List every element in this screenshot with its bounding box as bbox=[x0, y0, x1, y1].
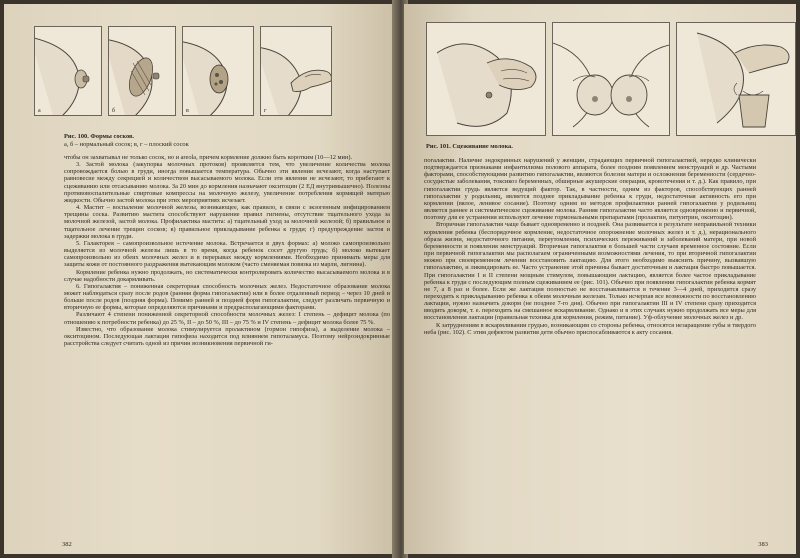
panel-letter-c: в bbox=[186, 108, 189, 114]
paragraph: погалактии. Наличие эндокринных нарушений у женщин, страдающих первичной гипогалактией, нередко клинически подтверждается признаками инфантилизма полового аппарата, более поздним появлением менструаций и др. Частыми факторами, способствующими развитию гипогалактии, являются болезни матери и осложнения беременности (сердечно-сосудистые заболевания, токсикоз беременных, обширные акушерские операции, кровотечения и т. д.). Как правило, при гипогалактии грудь является ведущий фактор. Так, в частности, одним из факторов, способствующих ранней гипогалактии у родильниц, является позднее прикладывание ребенка к груди, недостаточная активность его при кормлении (вялое, ленивое сосание). Поэтому одним из методов профилактики ранней гипогалактии у родильниц является раннее и систематическое сцеживание молока. Ранняя гипогалактия часто является одновременно и первичной, поэтому для ее устранения используют лечение гормональными препаратами (пролактин, питуитрин, окситоцин). bbox=[424, 157, 756, 222]
panel-letter-b: б bbox=[112, 108, 116, 114]
expressing-milk-cup-illustration bbox=[677, 23, 795, 135]
left-page-body bbox=[64, 154, 390, 347]
figure-101-panel-1 bbox=[426, 22, 546, 136]
figure-panel-b bbox=[108, 26, 176, 116]
figure-101-panels bbox=[426, 22, 796, 136]
paragraph: 3. Застой молока (закупорка молочных протоков) проявляется тем, что увеличение количества молока сопровождается болью в груди, иногда повышается температура. Обычно эти явления исчезают, когда наступает равновесие между секрецией и количеством высасываемого молока. Если эти явления не исчезают, то прибегают к сцеживанию или отсасыванию молока. За 20 мин до кормления назначают окситоцин (2 ЕД внутримышечно). Полезны противовоспалительные спиртовые компрессы на молочную железу, увеличение потребления кормящей матерью жидкости. Обычно застой молока при этих мероприятиях исчезает. bbox=[64, 161, 390, 204]
figure-100-panels bbox=[34, 26, 332, 116]
expressing-milk-hand-illustration bbox=[427, 23, 545, 135]
figure-101-panel-2 bbox=[552, 22, 670, 136]
nipple-normal-section-illustration bbox=[109, 27, 175, 115]
left-page bbox=[4, 4, 396, 554]
page-number-left: 382 bbox=[62, 541, 72, 548]
right-page-body bbox=[424, 157, 756, 336]
figure-panel-d bbox=[260, 26, 332, 116]
page-number-right: 383 bbox=[758, 541, 768, 548]
panel-letter-a: а bbox=[38, 108, 41, 114]
paragraph: Известно, что образование молока стимулируется пролактином (гормон гипофиза), а выделение молока – окситоцином. Последующая лактация гипофиза находится под влиянием гипоталамуса. Поэтому нейроэндокринные расстройства следует считать одной из причин возникновения первичной ги- bbox=[64, 325, 390, 348]
figure-100-caption bbox=[64, 133, 384, 148]
paragraph: чтобы он захватывал не только сосок, но и areola, причем кормление должно быть коротким (10—12 мин). bbox=[64, 154, 353, 161]
figure-panel-c bbox=[182, 26, 254, 116]
figure-panel-a bbox=[34, 26, 102, 116]
figure-100-caption-title: Рис. 100. Формы сосков. bbox=[64, 133, 135, 140]
panel-letter-d: г bbox=[264, 108, 267, 114]
figure-101-panel-3 bbox=[676, 22, 796, 136]
figure-100-caption-sub: а, б – нормальный сосок; в, г – плоский сосок bbox=[64, 140, 189, 148]
nipple-flat-hand-illustration bbox=[261, 27, 331, 115]
figure-101-caption bbox=[426, 143, 746, 151]
paragraph: Различают 4 степени пониженной секреторной способности молочных желез: I степень – дефицит молока (по отношению к потребности ребенка) до 25 %, II – до 50 %, III – до 75 % и IV степень – дефицит молока более 75 %. bbox=[64, 311, 390, 326]
paragraph: Кормление ребенка нужно продолжать, но систематически контролировать количество высасываемого молока и в случае надобности докармливать. bbox=[64, 268, 390, 283]
paragraph: Вторичная гипогалактия чаще бывает одновременно и поздней. Она развивается в результате неправильной техники кормления ребенка (беспорядочное кормление, недостаточное опорожнение молочных желез и т. д.), нерационального образа жизни, недостаточного питания, переутомления, психических переживаний и заболеваний матери, при новой беременности и появления менструаций. Вторичная гипогалактия в большей части случаев временное состояние. Если при первичной гипогалактии мы располагаем ограниченными возможностями лечения, то при вторичной гипогалактии можно при своевременном лечении восстановить лактацию. Для этого необходимо выяснить причину, вызвавшую гипогалактию, и ликвидировать ее. Часто устранение этой причины бывает достаточным и лактация быстро повышается. При гипогалактии I и II степени мощным стимулом, повышающим лактацию, является более частое прикладывание ребенка к груди с последующим полным сцеживанием ее (рис. 101). Обычно при появлении гипогалактии ребенка кормят не 7, а 8 раз и более. Если же лактация полностью не восстанавливается в течение 3—4 дней, приходится сразу переходить к прикладыванию ребенка к обеим молочным железам. Только исчерпав все возможности по восстановлению лактации, нужно назначить докорм (не позднее 7-го дня). Обычно при гипогалактии III и IV степени сразу приходится вводить докорм, т. е. переходить на смешанное вскармливание. Однако и в этих случаях нужно продолжать все меры для восстановления лактации (правильная техника для кормления, режим, питание). Уф-облучение молочных желез и др. bbox=[424, 221, 756, 322]
paragraph: 5. Галакторея – самопроизвольное истечение молока. Встречается в двух формах: а) молоко самопроизвольно выделяется из молочной железы лишь в то время, когда ребенок сосет другую грудь; б) молоко вытекает самопроизвольно из обеих молочных желез и в перерывах между кормлениями. Необходимо принимать меры для защиты кожи от постоянного раздражения вытекающим молоком (часто сменяемая повязка из марли, лигнина). bbox=[64, 239, 390, 269]
nipple-flat-illustration bbox=[183, 27, 253, 115]
paragraph: 6. Гипогалактия – пониженная секреторная способность молочных желез. Недостаточное образование молока может наблюдаться сразу после родов (ранняя форма гипогалактии) или в более отдаленный период – через 10 дней и больше после родов (поздняя форма). Помимо ранней и поздней форм гипогалактии, следует различать первичную и вторичную ее формы, которые определяются причинами и предрасполагающими факторами. bbox=[64, 282, 390, 312]
expressing-milk-breasts-illustration bbox=[553, 23, 669, 135]
figure-101-caption-title: Рис. 101. Сцеживание молока. bbox=[426, 143, 513, 150]
paragraph: К затруднениям в вскармливании грудью, возникающим со стороны ребенка, относятся незаращение губы и твердого неба (рис. 102). С этим дефектом развития дети обычно приспосабливаются к акту сосания. bbox=[424, 321, 756, 336]
right-page bbox=[404, 4, 796, 554]
nipple-normal-illustration bbox=[35, 27, 101, 115]
paragraph: 4. Мастит – воспаление молочной железы, возникающее, как правило, в связи с экзогенным инфицированием трещины соска. Развитию мастита способствуют нарушение правил гигиены, отсутствие тщательного ухода за молочной железой, застой молока. Профилактика мастита: а) тщательный уход за молочной железой; б) правильное и тщательное лечение трещин сосков; в) правильное прикладывание ребенка к груди; г) предупреждение застоя и задержки молока в груди. bbox=[64, 204, 390, 240]
